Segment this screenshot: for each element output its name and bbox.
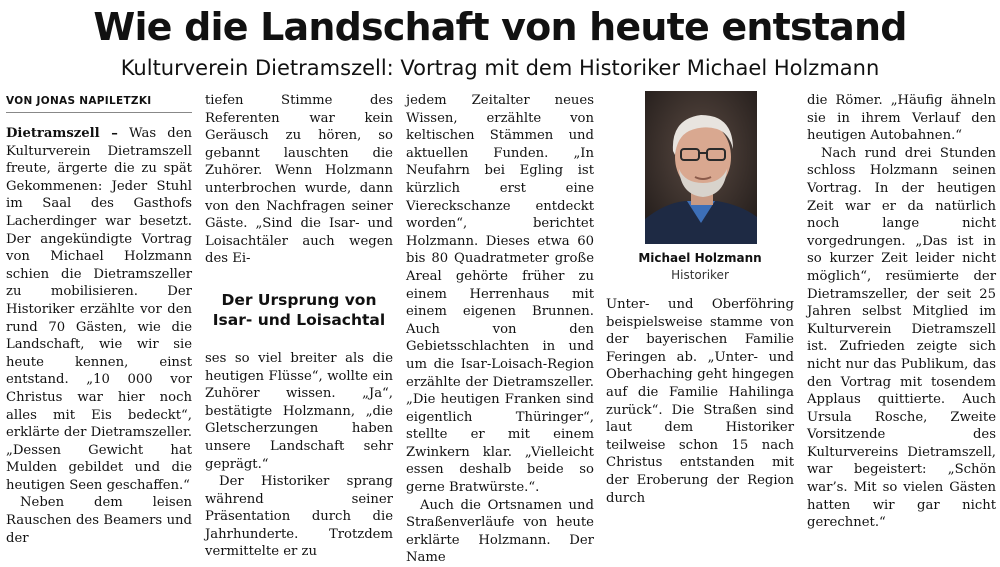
- article-column-3: [406, 92, 594, 567]
- paragraph: Der Historiker sprang während seiner Präsentation durch die Jahrhunderte. Trotzdem vermittelte er zu: [205, 474, 393, 560]
- portrait-photo: [645, 91, 757, 244]
- paragraph-text: Was den Kulturverein Dietramszell freute, ärgerte die zu spät Gekommenen: Jeder Stuhl im Saal des Gasthofs Lacherdinger war besetzt. Der angekündigte Vortrag von Michael Holzmann schien die Dietramszeller zu mobilisieren. Der Historiker erzählte vor den rund 70 Gästen, wie die Landschaft, wie wir sie heute kennen, einst entstand. „10 000 vor Christus war hier noch alles mit Eis bedeckt“, erklärte der Dietramszeller. „Dessen Gewicht hat Mulden gebildet und die heutigen Seen geschaffen.“: [6, 126, 192, 493]
- article-column-2: [205, 92, 393, 561]
- paragraph: Nach rund drei Stunden schloss Holzmann seinen Vortrag. In der heutigen Zeit war er da natürlich noch lange nicht vorgedrungen. „Das ist in so kurzer Zeit leider nicht möglich“, resümierte der Dietramszeller, der seit 25 Jahren selbst Mitglied im Kulturverein Dietramszell ist. Zufrieden zeigte sich nicht nur das Publikum, das den Vortrag mit tosendem Applaus quittierte. Auch Ursula Rosche, Zweite Vorsitzende des Kulturvereins Dietramszell, war begeistert: „Schön war’s. Mit so vielen Gästen hatten wir gar nicht gerechnet.“: [807, 145, 996, 531]
- photo-caption-role: Historiker: [671, 268, 729, 282]
- paragraph: [6, 125, 192, 494]
- subheadline: Kulturverein Dietramszell: Vortrag mit dem Historiker Michael Holzmann: [120, 56, 880, 80]
- dateline: Dietramszell –: [6, 126, 118, 141]
- article-column-5: [807, 92, 996, 532]
- headline: Wie die Landschaft von heute entstand: [93, 5, 907, 49]
- article-column-4: [606, 296, 794, 507]
- photo-caption-name: Michael Holzmann: [638, 251, 762, 265]
- paragraph: Auch die Ortsnamen und Straßenverläufe von heute erklärte Holzmann. Der Name: [406, 497, 594, 566]
- paragraph: jedem Zeitalter neues Wissen, erzählte von keltischen Stämmen und aktuellen Funden. „In Neufahrn bei Egling ist kürzlich erst eine Viereckschanze entdeckt worden“, berichtet Holzmann. Dieses etwa 60 bis 80 Quadratmeter große Areal gehörte früher zu einem Herrenhaus mit einem eigenen Brunnen. Auch von den Gebietsschlachten in und um die Isar-Loisach-Region erzählte der Dietramszeller. „Die heutigen Franken sind eigentlich Thüringer“, stellte er mit einem Zwinkern klar. „Vielleicht essen deshalb beide so gerne Bratwürste.“.: [406, 93, 594, 496]
- article-column-1: [6, 92, 192, 547]
- paragraph: tiefen Stimme des Referenten war kein Geräusch zu hören, so gebannt lauschten die Zuhörer. Wenn Holzmann unterbrochen wurde, dann von den Nachfragen seiner Gäste. „Sind die Isar- und Loisachtäler auch wegen des Ei-: [205, 93, 393, 267]
- paragraph: ses so viel breiter als die heutigen Flüsse“, wollte ein Zuhörer wissen. „Ja“, bestätigte Holzmann, „die Gletscherzungen haben unsere Landschaft sehr geprägt.“: [205, 350, 393, 472]
- paragraph: Neben dem leisen Rauschen des Beamers und der: [6, 495, 192, 546]
- section-subhead: Der Ursprung von Isar- und Loisachtal: [212, 290, 386, 329]
- paragraph: die Römer. „Häufig ähneln sie in ihrem Verlauf den heutigen Autobahnen.“: [807, 93, 996, 144]
- paragraph: Unter- und Oberföhring beispielsweise stamme von der bayerischen Familie Feringen ab. „Unter- und Oberhaching geht hingegen auf die Familie Hahilinga zurück“. Die Straßen sind laut dem Historiker teilweise schon 15 nach Christus entstanden mit der Eroberung der Region durch: [606, 297, 794, 506]
- portrait-illustration: [645, 91, 757, 244]
- byline: VON JONAS NAPILETZKI: [6, 92, 192, 113]
